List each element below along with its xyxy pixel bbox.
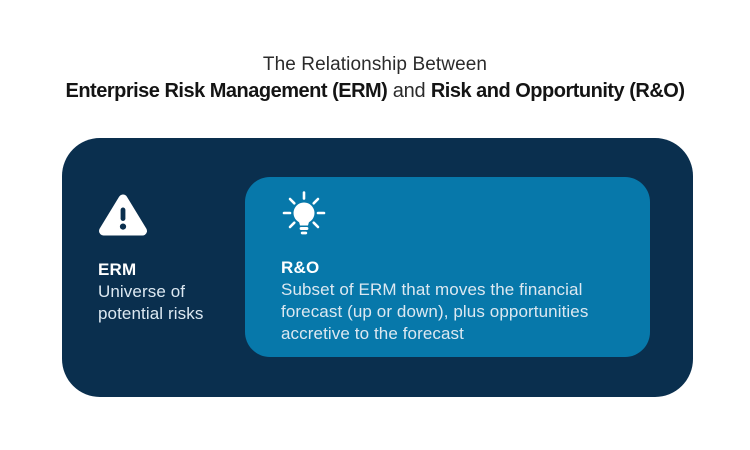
ro-heading: R&O bbox=[281, 258, 320, 277]
erm-card bbox=[98, 192, 248, 325]
title-line-1: The Relationship Between bbox=[262, 54, 488, 75]
title-erm-bold: Enterprise Risk Management (ERM) bbox=[65, 80, 388, 102]
erm-description: Universe of potential risks bbox=[98, 282, 204, 323]
erm-heading: ERM bbox=[98, 260, 137, 279]
ro-description: Subset of ERM that moves the financial forecast (up or down), plus opportunities accretive to the forecast bbox=[281, 280, 589, 343]
title-ro-bold: Risk and Opportunity (R&O) bbox=[430, 80, 685, 102]
lightbulb-icon bbox=[281, 191, 636, 248]
ro-panel bbox=[245, 177, 650, 357]
title-and-regular: and bbox=[387, 80, 431, 102]
erm-panel bbox=[62, 138, 693, 397]
title-line-2 bbox=[0, 78, 750, 104]
warning-triangle-icon bbox=[98, 192, 248, 243]
ro-card bbox=[281, 191, 636, 345]
page-title bbox=[0, 52, 750, 104]
